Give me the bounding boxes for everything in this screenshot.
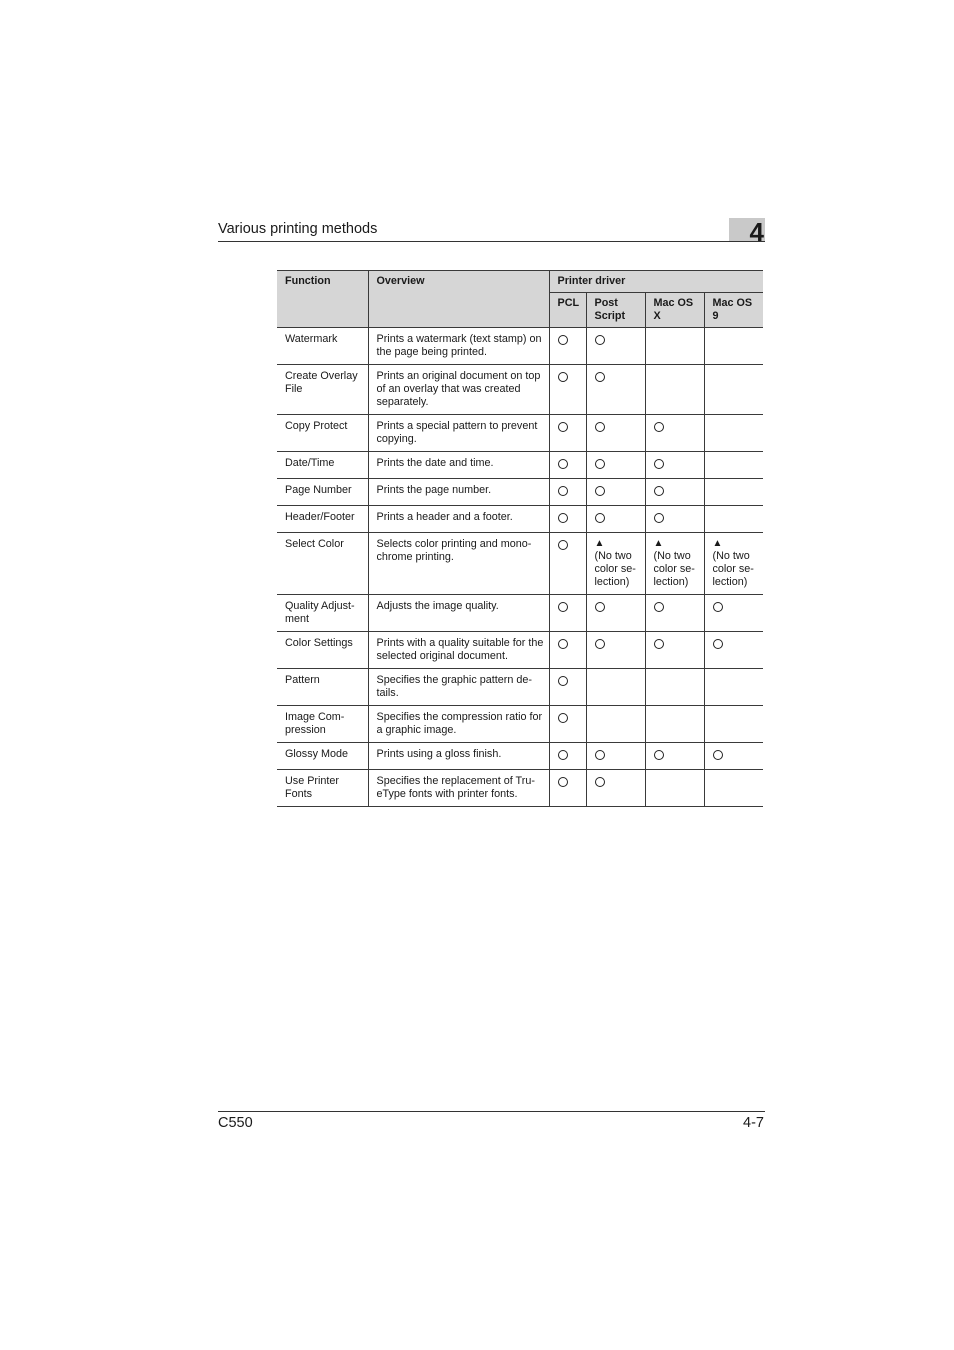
supported-circle-icon [654,513,664,523]
supported-circle-icon [558,750,568,760]
support-cell [549,770,586,807]
support-cell [586,415,645,452]
table-row [277,706,763,743]
supported-circle-icon [654,422,664,432]
support-cell [586,328,645,365]
support-cell [704,533,763,595]
overview-cell: Prints a watermark (text stamp) on the page being printed. [368,328,549,365]
table-row [277,770,763,807]
supported-circle-icon [595,602,605,612]
supported-circle-icon [654,459,664,469]
footer-model: C550 [218,1115,253,1131]
supported-circle-icon [558,540,568,550]
table-row [277,669,763,706]
support-cell [704,452,763,479]
overview-cell: Prints the page number. [368,479,549,506]
column-header-printer-driver: Printer driver [549,271,763,293]
footer-rule [218,1111,765,1112]
limited-support-triangle-icon: ▲ [712,538,723,549]
support-cell [645,328,704,365]
table-row [277,595,763,632]
support-cell [645,706,704,743]
supported-circle-icon [713,639,723,649]
supported-circle-icon [595,513,605,523]
table-row [277,506,763,533]
function-cell: Page Number [277,479,368,506]
support-cell [704,595,763,632]
supported-circle-icon [595,639,605,649]
supported-circle-icon [558,777,568,787]
table-row [277,328,763,365]
function-cell: Use Printer Fonts [277,770,368,807]
column-header-overview: Overview [368,271,549,328]
table-row [277,533,763,595]
support-cell [586,770,645,807]
page-header-title: Various printing methods [218,221,378,237]
support-cell [586,595,645,632]
function-cell: Pattern [277,669,368,706]
support-cell [586,669,645,706]
support-cell [645,479,704,506]
overview-cell: Specifies the graphic pattern de-tails. [368,669,549,706]
limited-support-triangle-icon: ▲ [594,538,605,549]
supported-circle-icon [654,602,664,612]
function-cell: Select Color [277,533,368,595]
support-cell [586,706,645,743]
support-cell [704,669,763,706]
function-cell: Watermark [277,328,368,365]
function-cell: Color Settings [277,632,368,669]
overview-cell: Adjusts the image quality. [368,595,549,632]
support-cell [549,743,586,770]
support-cell [549,506,586,533]
column-header-pcl: PCL [549,293,586,328]
supported-circle-icon [558,422,568,432]
support-cell [586,479,645,506]
support-cell [704,770,763,807]
support-cell [586,743,645,770]
support-cell [704,365,763,415]
header-rule [218,241,765,242]
support-cell [586,533,645,595]
table-row [277,415,763,452]
supported-circle-icon [595,335,605,345]
support-cell [645,452,704,479]
support-note: (No two color se-lection) [653,550,695,588]
chapter-number: 4 [749,217,764,247]
support-cell [645,632,704,669]
supported-circle-icon [654,750,664,760]
support-cell [645,669,704,706]
supported-circle-icon [654,639,664,649]
supported-circle-icon [558,372,568,382]
support-cell [549,365,586,415]
limited-support-triangle-icon: ▲ [653,538,664,549]
support-cell [549,669,586,706]
support-cell [645,365,704,415]
column-header-mac-os-9: Mac OS 9 [704,293,763,328]
support-cell [704,706,763,743]
overview-cell: Prints the date and time. [368,452,549,479]
support-cell [549,706,586,743]
supported-circle-icon [558,639,568,649]
overview-cell: Selects color printing and mono-chrome printing. [368,533,549,595]
supported-circle-icon [595,422,605,432]
support-cell [586,506,645,533]
function-cell: Image Com-pression [277,706,368,743]
support-cell [549,595,586,632]
support-note: (No two color se-lection) [594,550,636,588]
supported-circle-icon [558,676,568,686]
support-cell [645,770,704,807]
supported-circle-icon [713,602,723,612]
function-cell: Create Overlay File [277,365,368,415]
support-note: (No two color se-lection) [712,550,754,588]
support-cell [645,743,704,770]
supported-circle-icon [654,486,664,496]
chapter-tab [729,217,765,247]
supported-circle-icon [595,750,605,760]
column-header-mac-os-x: Mac OS X [645,293,704,328]
support-cell [549,328,586,365]
table-row [277,743,763,770]
support-cell [645,533,704,595]
overview-cell: Prints an original document on top of an overlay that was created separately. [368,365,549,415]
supported-circle-icon [558,335,568,345]
supported-circle-icon [713,750,723,760]
support-cell [549,415,586,452]
support-cell [704,506,763,533]
function-cell: Glossy Mode [277,743,368,770]
supported-circle-icon [595,459,605,469]
printer-function-table [277,270,763,807]
support-cell [645,506,704,533]
support-cell [586,632,645,669]
support-cell [645,595,704,632]
table-row [277,452,763,479]
supported-circle-icon [558,459,568,469]
support-cell [704,743,763,770]
function-cell: Header/Footer [277,506,368,533]
supported-circle-icon [558,486,568,496]
function-cell: Date/Time [277,452,368,479]
overview-cell: Specifies the replacement of Tru-eType fonts with printer fonts. [368,770,549,807]
overview-cell: Prints a special pattern to prevent copying. [368,415,549,452]
support-cell [586,365,645,415]
column-header-function: Function [277,271,368,328]
support-cell [586,452,645,479]
support-cell [549,632,586,669]
overview-cell: Specifies the compression ratio for a graphic image. [368,706,549,743]
supported-circle-icon [558,602,568,612]
footer-page-number: 4-7 [743,1115,764,1131]
function-cell: Quality Adjust-ment [277,595,368,632]
table-row [277,365,763,415]
support-cell [704,328,763,365]
supported-circle-icon [558,713,568,723]
supported-circle-icon [558,513,568,523]
support-cell [704,632,763,669]
support-cell [645,415,704,452]
table-row [277,632,763,669]
support-cell [704,415,763,452]
column-header-postscript: Post Script [586,293,645,328]
overview-cell: Prints a header and a footer. [368,506,549,533]
supported-circle-icon [595,372,605,382]
overview-cell: Prints using a gloss finish. [368,743,549,770]
overview-cell: Prints with a quality suitable for the selected original document. [368,632,549,669]
support-cell [704,479,763,506]
function-cell: Copy Protect [277,415,368,452]
supported-circle-icon [595,486,605,496]
support-cell [549,452,586,479]
table-row [277,479,763,506]
supported-circle-icon [595,777,605,787]
support-cell [549,479,586,506]
support-cell [549,533,586,595]
